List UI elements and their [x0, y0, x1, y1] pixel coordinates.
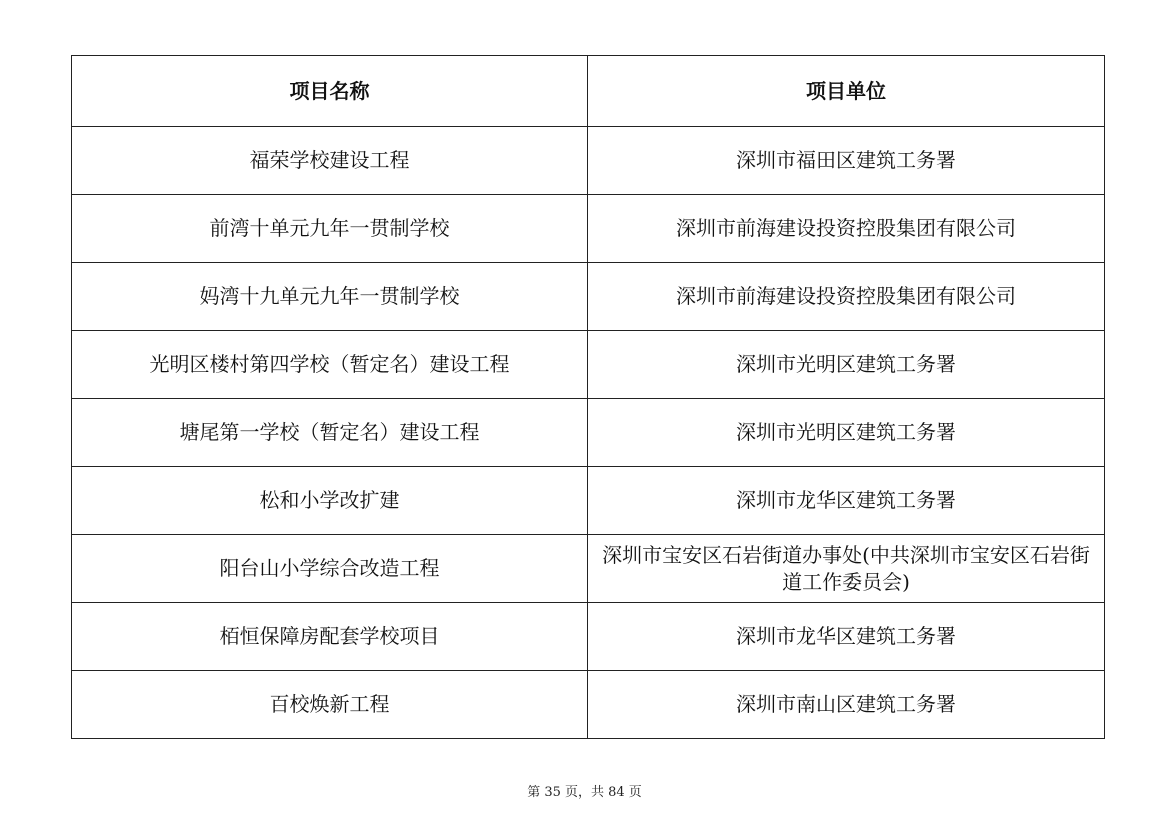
- project-unit-cell: 深圳市光明区建筑工务署: [588, 399, 1105, 467]
- project-unit-cell: 深圳市龙华区建筑工务署: [588, 603, 1105, 671]
- project-name-cell: 福荣学校建设工程: [72, 127, 588, 195]
- project-name-cell: 妈湾十九单元九年一贯制学校: [72, 263, 588, 331]
- table-row: [72, 331, 1105, 399]
- table-row: [72, 127, 1105, 195]
- project-unit-cell: 深圳市福田区建筑工务署: [588, 127, 1105, 195]
- project-name-cell: 栢恒保障房配套学校项目: [72, 603, 588, 671]
- header-project-unit: 项目单位: [588, 56, 1105, 127]
- project-unit-cell: 深圳市南山区建筑工务署: [588, 671, 1105, 739]
- project-name-cell: 前湾十单元九年一贯制学校: [72, 195, 588, 263]
- project-unit-cell: 深圳市宝安区石岩街道办事处(中共深圳市宝安区石岩街道工作委员会): [588, 535, 1105, 603]
- table-header-row: [72, 56, 1105, 127]
- project-name-cell: 松和小学改扩建: [72, 467, 588, 535]
- table-row: [72, 603, 1105, 671]
- table-row: [72, 535, 1105, 603]
- table-row: [72, 467, 1105, 535]
- table-row: [72, 399, 1105, 467]
- table-row: [72, 263, 1105, 331]
- project-unit-cell: 深圳市前海建设投资控股集团有限公司: [588, 263, 1105, 331]
- header-project-name: 项目名称: [72, 56, 588, 127]
- page-footer: 第 35 页，共 84 页: [527, 785, 642, 800]
- project-unit-cell: 深圳市前海建设投资控股集团有限公司: [588, 195, 1105, 263]
- project-name-cell: 百校焕新工程: [72, 671, 588, 739]
- project-unit-cell: 深圳市光明区建筑工务署: [588, 331, 1105, 399]
- project-name-cell: 阳台山小学综合改造工程: [72, 535, 588, 603]
- project-name-cell: 光明区楼村第四学校（暂定名）建设工程: [72, 331, 588, 399]
- table-row: [72, 671, 1105, 739]
- project-name-cell: 塘尾第一学校（暂定名）建设工程: [72, 399, 588, 467]
- project-table: [71, 55, 1105, 739]
- table-row: [72, 195, 1105, 263]
- project-unit-cell: 深圳市龙华区建筑工务署: [588, 467, 1105, 535]
